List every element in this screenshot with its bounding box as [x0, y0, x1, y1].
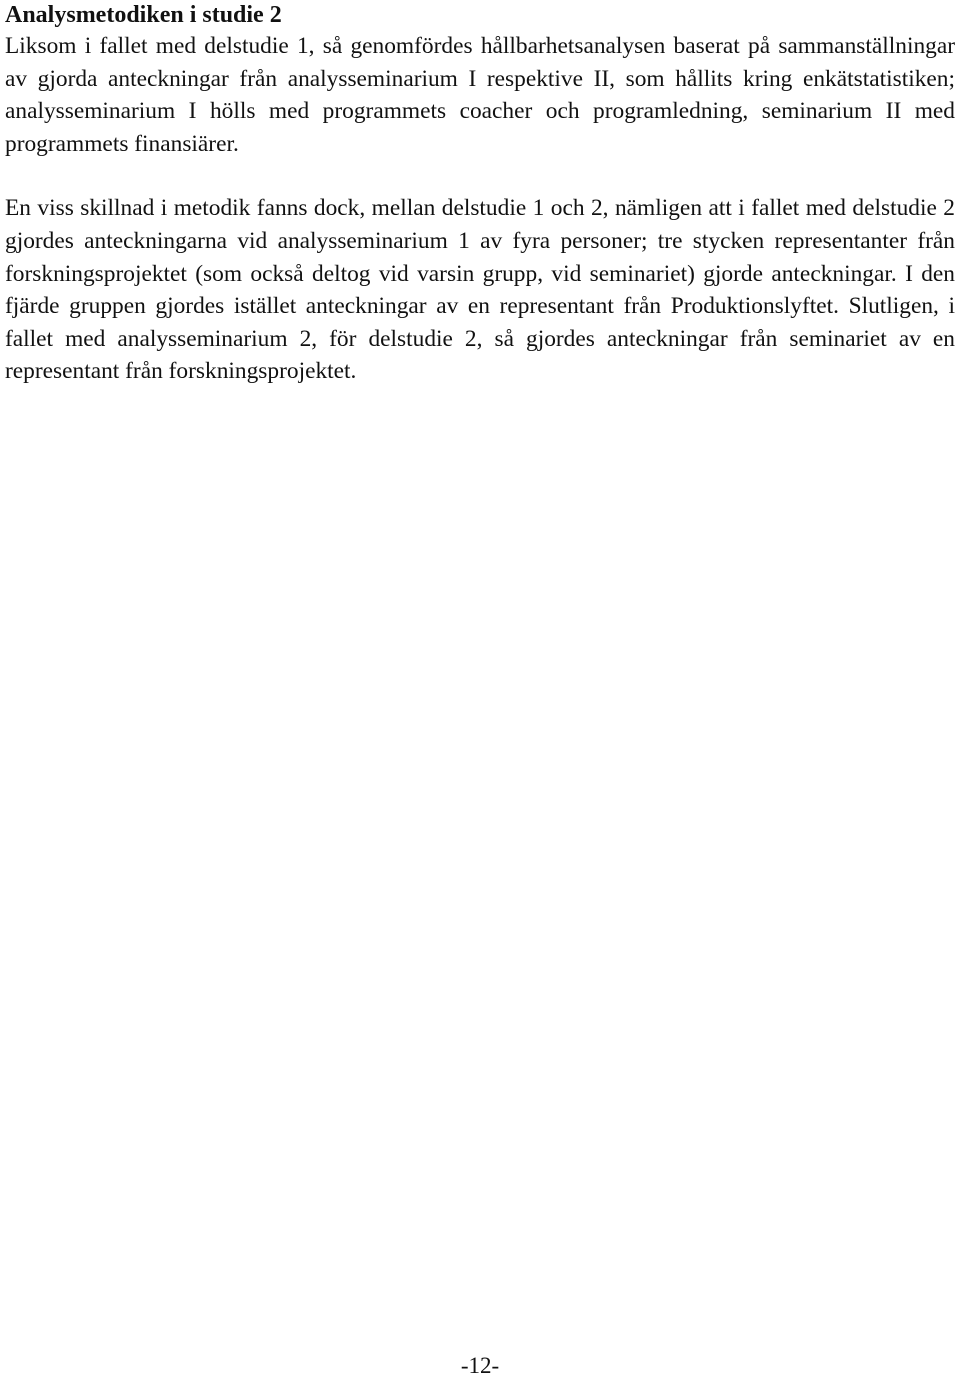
paragraph-1: Liksom i fallet med delstudie 1, så genomfördes hållbarhetsanalysen baserat på sammanställningar av gjorda anteckningar från analysseminarium I respektive II, som hållits kring enkätstatistiken; analysseminarium I hölls med programmets coacher och programledning, seminarium II med programmets finansiärer. — [5, 33, 955, 157]
paragraph-2: En viss skillnad i metodik fanns dock, mellan delstudie 1 och 2, nämligen att i fallet med delstudie 2 gjordes anteckningarna vid analysseminarium 1 av fyra personer; tre stycken representanter från forskningsprojektet (som också deltog vid varsin grupp, vid seminariet) gjorde anteckningar. I den fjärde gruppen gjordes istället anteckningar av en representant från Produktionslyftet. Slutligen, i fallet med analysseminarium 2, för delstudie 2, så gjordes anteckningar från seminariet av en representant från forskningsprojektet. — [5, 195, 955, 385]
page-number: -12- — [460, 1353, 500, 1378]
section-heading: Analysmetodiken i studie 2 — [5, 2, 282, 28]
